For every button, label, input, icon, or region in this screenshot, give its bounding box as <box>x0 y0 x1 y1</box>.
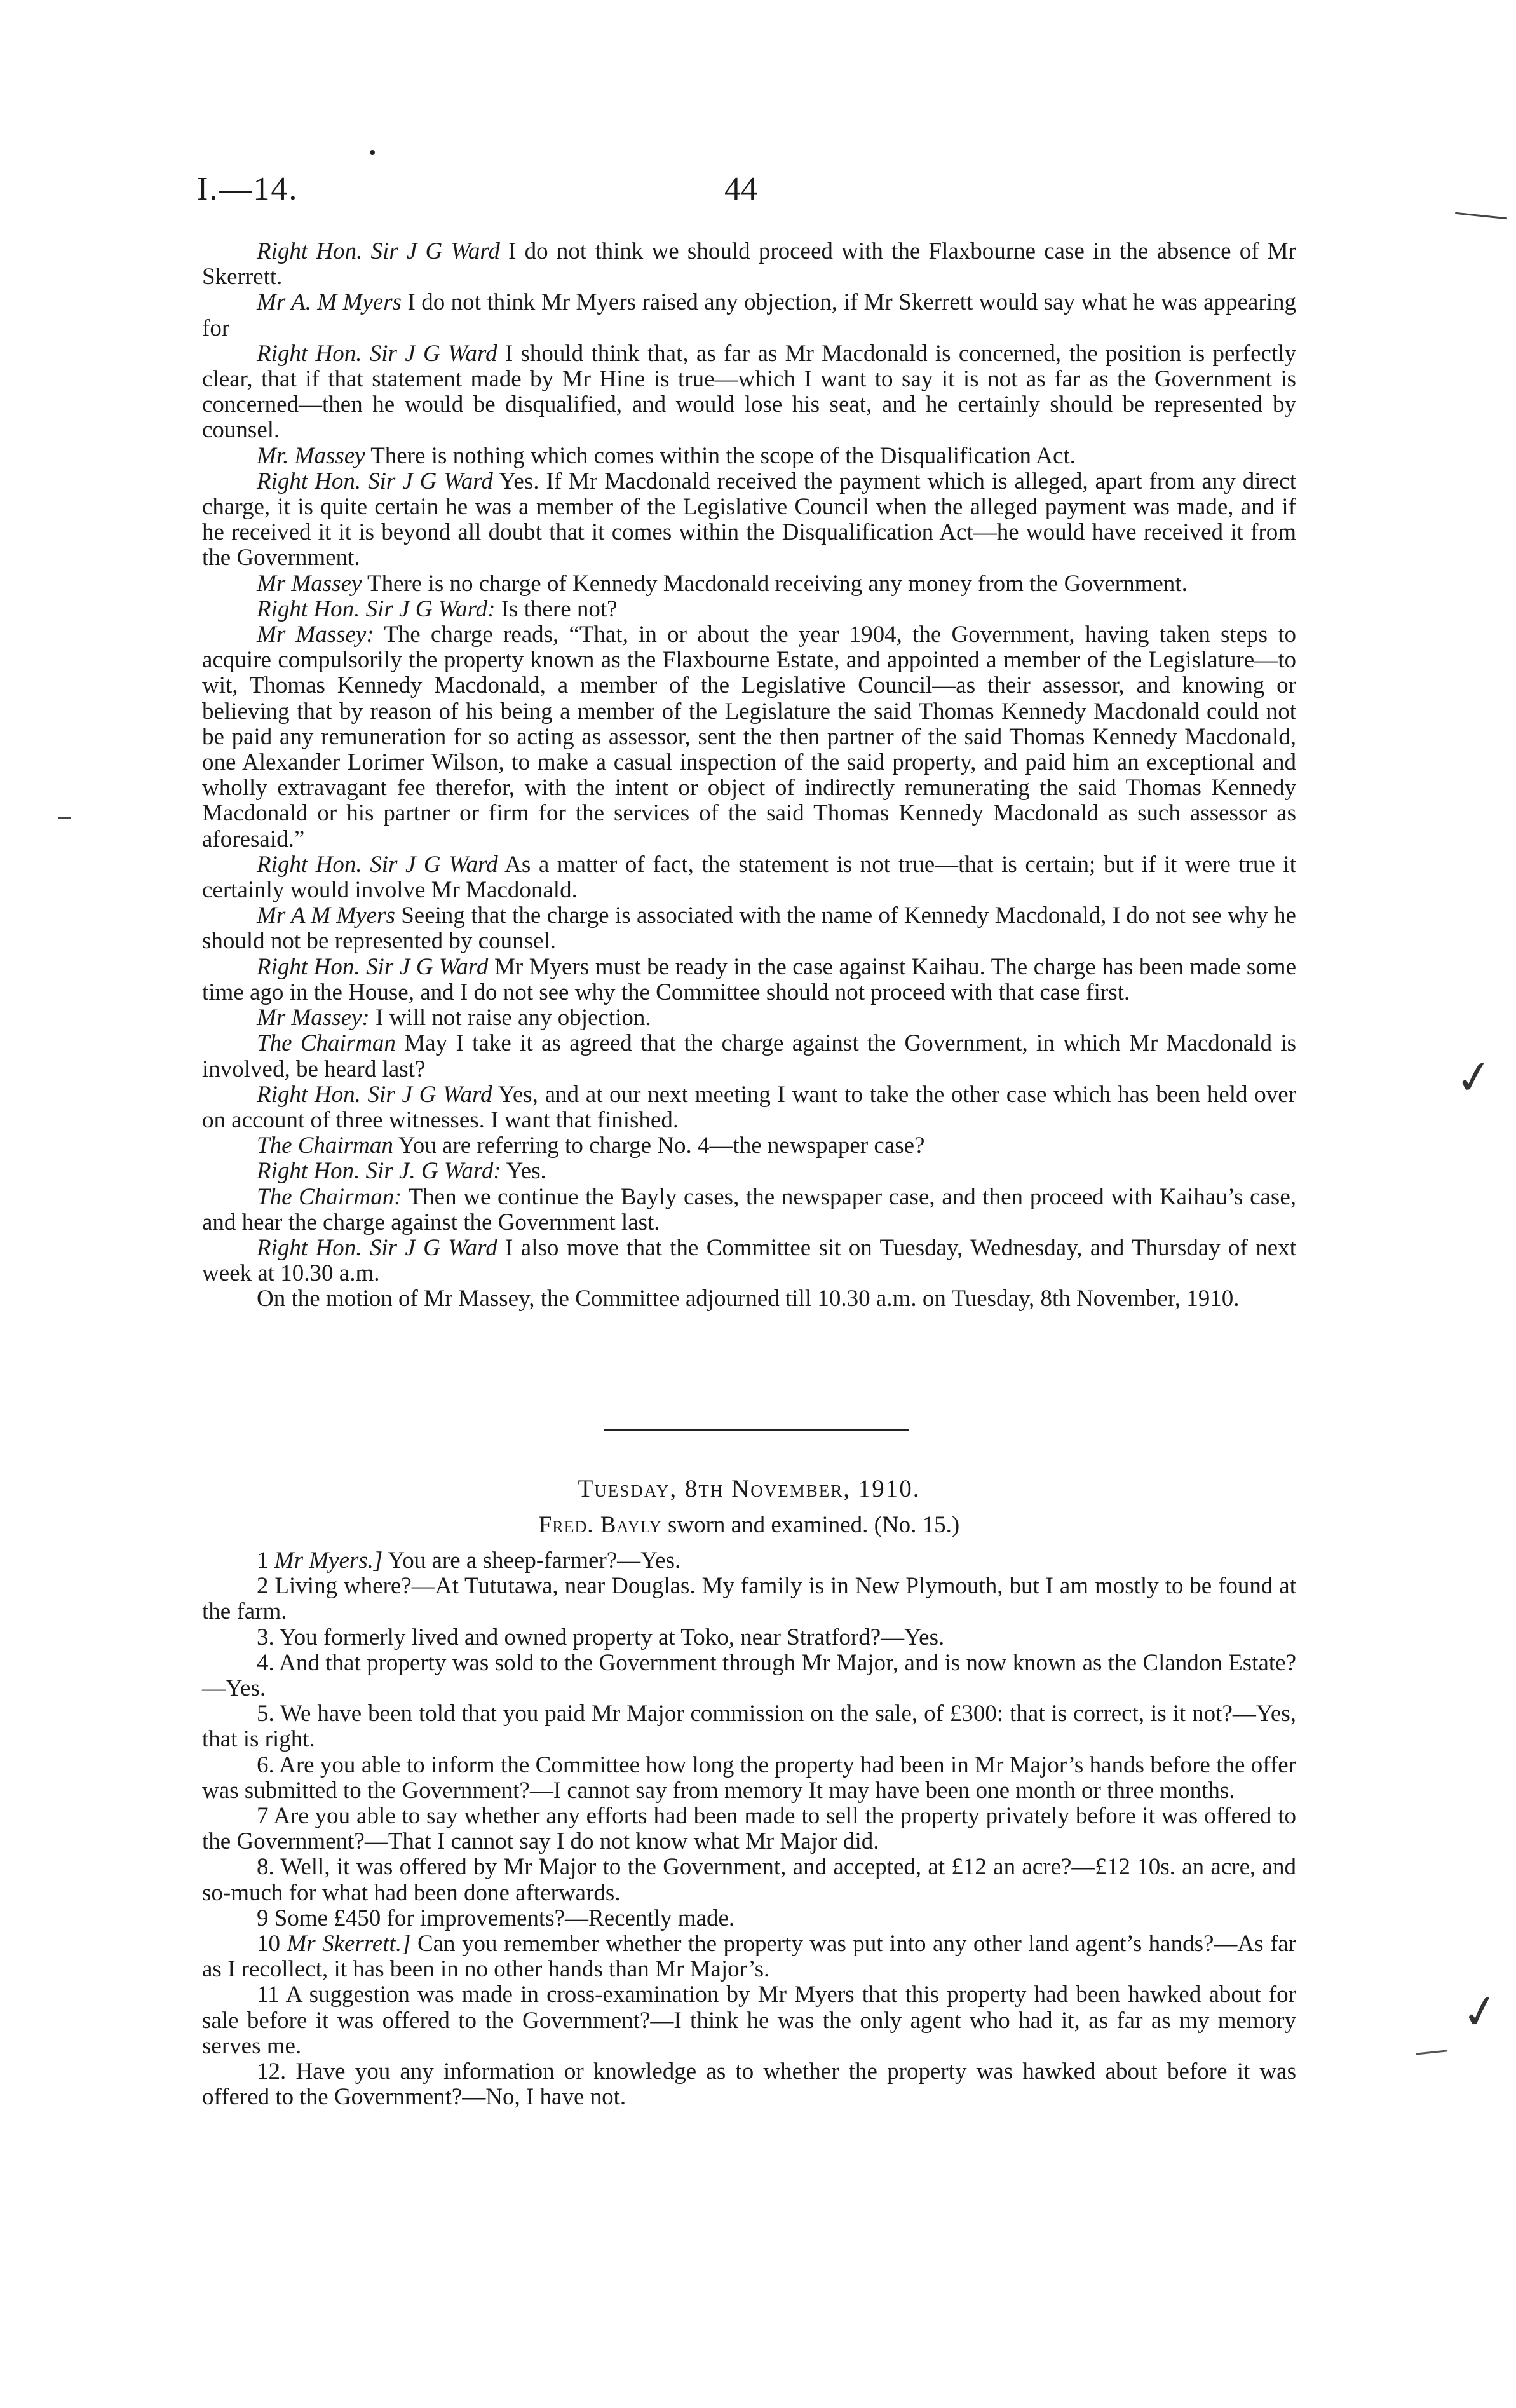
speech-text: I should think that, as far as Mr Macdonald is concerned, the position is perfectly clear, that if that statement made by Mr Hine is true—which I want to say it is not as far as the Government is concerned—then he would be disqualified, and would lose his seat, and he certainly should be represented by counsel. <box>202 340 1297 444</box>
question-number: 11 <box>257 1982 280 2008</box>
document-reference: I.—14. <box>197 171 299 207</box>
question-number: 5. <box>257 1701 274 1727</box>
session-date-heading: Tuesday, 8th November, 1910. <box>578 1475 921 1502</box>
question-text: Are you able to inform the Committee how long the property had been in Mr Major’s hands before the offer was submitted to the Government?—I cannot say from memory It may have been one month or three months. <box>202 1752 1296 1804</box>
question-text: You formerly lived and owned property at Toko, near Stratford?—Yes. <box>279 1624 945 1650</box>
speech-text: Yes. <box>506 1158 546 1185</box>
speaker-name: Mr A. M Myers <box>257 289 402 316</box>
speech-text: There is nothing which comes within the scope of the Disqualification Act. <box>370 442 1076 469</box>
speech-paragraph <box>202 1005 1296 1031</box>
speaker-name: Right Hon. Sir J G Ward <box>257 238 500 264</box>
speaker-name: Right Hon. Sir J G Ward <box>257 1081 492 1108</box>
speech-text: Yes. If Mr Macdonald received the payment which is alleged, apart from any direct charge, it is quite certain he was a member of the Legislative Council when the alleged payment was made, and if he received it it is beyond all doubt that it comes within the Disqualification Act—he would have received it from the Government. <box>202 468 1296 571</box>
ink-dot <box>370 150 375 155</box>
adjournment-paragraph <box>202 1286 1296 1312</box>
question-paragraph <box>202 1854 1296 1905</box>
speaker-name: Right Hon. Sir J G Ward <box>257 340 497 367</box>
speech-paragraph <box>202 290 1296 341</box>
speaker-name: Mr Massey <box>257 570 362 597</box>
question-paragraph <box>202 1931 1296 1982</box>
adjournment-text: On the motion of Mr Massey, the Committee adjourned till 10.30 a.m. on Tuesday, 8th November, 1910. <box>257 1286 1240 1312</box>
speech-text: I also move that the Committee sit on Tuesday, Wednesday, and Thursday of next week at 10.30 a.m. <box>202 1234 1297 1287</box>
question-text: Some £450 for improvements?—Recently made. <box>274 1905 735 1931</box>
speaker-name: Right Hon. Sir J G Ward <box>257 1234 497 1261</box>
question-text: Are you able to say whether any efforts had been made to sell the property privately before it was offered to the Government?—That I cannot say I do not know what Mr Major did. <box>202 1803 1296 1855</box>
speech-paragraph <box>202 341 1296 444</box>
speech-paragraph <box>202 622 1296 852</box>
speech-text: May I take it as agreed that the charge against the Government, in which Mr Macdonald is involved, be heard last? <box>202 1030 1297 1082</box>
margin-edge-mark <box>1416 2050 1447 2055</box>
margin-dash <box>58 817 71 819</box>
question-number: 9 <box>257 1905 269 1931</box>
speech-paragraph <box>202 955 1296 1005</box>
speaker-name: The Chairman: <box>257 1183 402 1210</box>
speech-text: You are referring to charge No. 4—the newspaper case? <box>398 1133 925 1159</box>
committee-discussion <box>202 239 1296 1312</box>
witness-name: Fred. Bayly <box>538 1512 662 1538</box>
question-text: Can you remember whether the property was put into any other land agent’s hands?—As far as I recollect, it has been in no other hands than Mr Major’s. <box>202 1931 1297 1983</box>
speaker-name: Mr. Massey <box>257 442 365 469</box>
question-paragraph <box>202 2059 1296 2110</box>
speech-paragraph <box>202 903 1296 954</box>
question-text: Well, it was offered by Mr Major to the Government, and accepted, at £12 an acre?—£12 10s. an acre, and so-much for what had been done afterwards. <box>202 1854 1296 1906</box>
speech-paragraph <box>202 571 1296 597</box>
speech-paragraph <box>202 597 1296 622</box>
question-paragraph <box>202 1804 1296 1854</box>
question-paragraph <box>202 1906 1296 1931</box>
speech-text: There is no charge of Kennedy Macdonald receiving any money from the Government. <box>367 570 1188 597</box>
section-divider <box>604 1429 909 1431</box>
speaker-name: Right Hon. Sir J G Ward <box>257 851 498 878</box>
speech-text: I do not think Mr Myers raised any objection, if Mr Skerrett would say what he was appearing for <box>202 289 1296 341</box>
speaker-name: Mr A M Myers <box>257 902 395 929</box>
speech-paragraph <box>202 444 1296 469</box>
question-number: 8. <box>257 1854 274 1881</box>
question-text: We have been told that you paid Mr Major commission on the sale, of £300: that is correct, is it not?—Yes, that is right. <box>202 1701 1296 1753</box>
question-number: 12. <box>257 2058 287 2085</box>
speech-text: The charge reads, “That, in or about the year 1904, the Government, having taken steps to acquire compulsorily the property known as the Flaxbourne Estate, and appointed a member of the Legislature—to wit, Thomas Kennedy Macdonald, a member of the Legislative Council—as their assessor, and knowing or believing that by reason of his being a member of the Legislature the said Thomas Kennedy Macdonald could not be paid any remuneration for so acting as assessor, sent the then partner of the said Thomas Kennedy Macdonald, one Alexander Lorimer Wilson, to make a casual inspection of the said property, and paid him an exceptional and wholly extravagant fee therefor, with the intent or object of indirectly remunerating the said Thomas Kennedy Macdonald or his partner or firm for the services of the said Thomas Kennedy Macdonald as such assessor as aforesaid.” <box>202 622 1296 852</box>
speaker-name: Right Hon. Sir J G Ward: <box>257 595 496 622</box>
examination-questions <box>202 1548 1296 2110</box>
question-number: 10 <box>257 1931 280 1957</box>
examiner-name: Mr Myers.] <box>274 1548 383 1574</box>
page-corner-mark <box>1455 212 1507 220</box>
speech-paragraph <box>202 852 1296 903</box>
witness-heading <box>202 1511 1296 1539</box>
speech-text: As a matter of fact, the statement is not true—that is certain; but if it were true it certainly would involve Mr Macdonald. <box>202 851 1296 904</box>
margin-tick-mark: ✓ <box>1457 1983 1504 2041</box>
question-paragraph <box>202 1625 1296 1650</box>
question-text: Have you any information or knowledge as to whether the property was hawked about before it was offered to the Government?—No, I have not. <box>202 2058 1296 2111</box>
examiner-name: Mr Skerrett.] <box>287 1931 411 1957</box>
speech-paragraph <box>202 1185 1296 1235</box>
speech-paragraph <box>202 1082 1296 1133</box>
speaker-name: Mr Massey: <box>257 622 374 648</box>
speech-paragraph <box>202 1235 1296 1286</box>
question-paragraph <box>202 1982 1296 2059</box>
page-number: 44 <box>724 171 757 207</box>
speech-paragraph <box>202 1031 1296 1082</box>
question-text: You are a sheep-farmer?—Yes. <box>388 1548 681 1574</box>
question-number: 7 <box>257 1803 269 1830</box>
speech-paragraph <box>202 469 1296 571</box>
question-paragraph <box>202 1650 1296 1701</box>
page-header <box>197 170 1303 215</box>
question-paragraph <box>202 1574 1296 1624</box>
question-text: A suggestion was made in cross-examination by Mr Myers that this property had been hawked about for sale before it was offered to the Government?—I think he was the only agent who had it, as far as my memory serves me. <box>202 1982 1296 2059</box>
speech-paragraph <box>202 239 1296 290</box>
question-number: 2 <box>257 1573 269 1600</box>
speaker-name: Mr Massey: <box>257 1005 370 1031</box>
speech-text: Yes, and at our next meeting I want to take the other case which has been held over on account of three witnesses. I want that finished. <box>202 1081 1296 1133</box>
question-text: Living where?—At Tututawa, near Douglas. My family is in New Plymouth, but I am mostly to be found at the farm. <box>202 1573 1297 1625</box>
margin-tick-mark: ✓ <box>1451 1050 1497 1106</box>
question-paragraph <box>202 1548 1296 1574</box>
speech-text: Mr Myers must be ready in the case against Kaihau. The charge has been made some time ago in the House, and I do not see why the Committee should not proceed with that case first. <box>202 953 1297 1005</box>
question-paragraph <box>202 1753 1296 1804</box>
speaker-name: Right Hon. Sir J G Ward <box>257 468 493 494</box>
speaker-name: Right Hon. Sir J G Ward <box>257 953 489 980</box>
question-number: 3. <box>257 1624 274 1650</box>
speaker-name: The Chairman <box>257 1133 393 1159</box>
question-number: 1 <box>257 1548 269 1574</box>
question-text: And that property was sold to the Government through Mr Major, and is now known as the Clandon Estate?—Yes. <box>202 1649 1296 1702</box>
speaker-name: The Chairman <box>257 1030 396 1057</box>
witness-status: sworn and examined. (No. 15.) <box>667 1512 960 1538</box>
speech-text: Seeing that the charge is associated with the name of Kennedy Macdonald, I do not see why he should not be represented by counsel. <box>202 902 1296 955</box>
question-paragraph <box>202 1701 1296 1752</box>
speech-paragraph <box>202 1133 1296 1159</box>
speech-text: Then we continue the Bayly cases, the newspaper case, and then proceed with Kaihau’s case, and hear the charge against the Government last. <box>202 1183 1296 1235</box>
speech-text: I do not think we should proceed with the Flaxbourne case in the absence of Mr Skerrett. <box>202 238 1297 290</box>
question-number: 6. <box>257 1752 274 1778</box>
speech-paragraph <box>202 1159 1296 1184</box>
question-number: 4. <box>257 1649 274 1676</box>
speech-text: I will not raise any objection. <box>376 1005 651 1031</box>
speaker-name: Right Hon. Sir J. G Ward: <box>257 1158 501 1185</box>
speech-text: Is there not? <box>501 595 618 622</box>
